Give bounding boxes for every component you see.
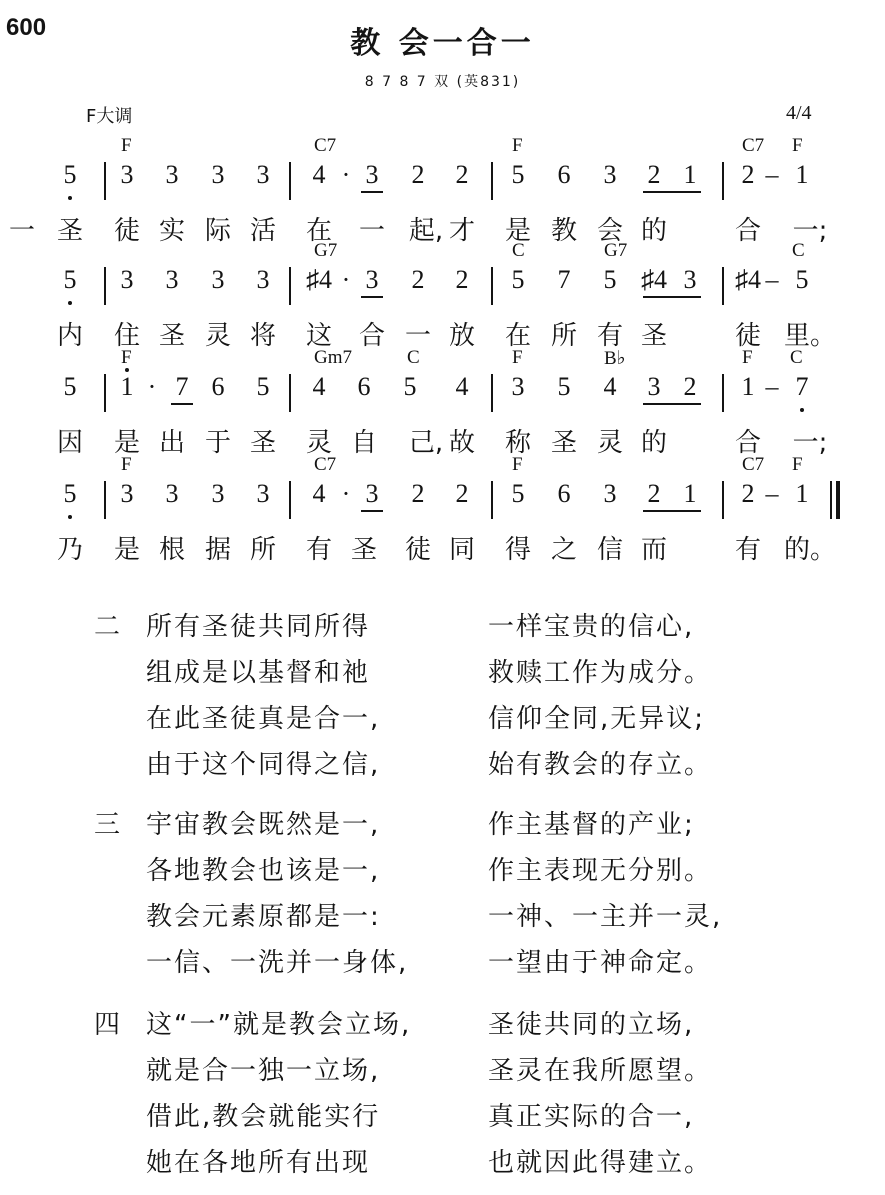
note: ♯4 — [306, 265, 332, 294]
lyric-syllable: 是 — [504, 216, 532, 246]
chord-symbol: F — [792, 135, 803, 156]
note: 2 — [455, 265, 469, 294]
lyric-syllable: 圣 — [158, 321, 186, 351]
note: 3 — [211, 265, 225, 294]
barline — [104, 162, 106, 200]
note: 4 — [312, 372, 326, 401]
note: 1 — [683, 160, 697, 189]
barline — [289, 162, 291, 200]
chord-symbol: B♭ — [604, 348, 626, 369]
verse-line-second-half: 真正实际的合一, — [488, 1102, 695, 1132]
note: 2 — [741, 160, 755, 189]
lyric-syllable: 教 — [550, 216, 578, 246]
lyric-syllable: 徒 — [404, 535, 432, 565]
key-signature: F大调 — [86, 106, 133, 127]
lyric-syllable: 之 — [550, 535, 578, 565]
low-octave-dot — [68, 301, 72, 305]
note: 2 — [741, 479, 755, 508]
note: 2 — [455, 479, 469, 508]
lyric-syllable: 的 — [640, 216, 668, 246]
verse-line-first-half: 就是合一独一立场, — [146, 1056, 381, 1086]
barline — [491, 267, 493, 305]
lyric-syllable: 圣 — [249, 428, 277, 458]
eighth-note-underline — [643, 191, 701, 193]
verse-line-second-half: 圣徒共同的立场, — [488, 1010, 695, 1040]
note: 3 — [603, 160, 617, 189]
note: 5 — [511, 265, 525, 294]
note: 3 — [165, 160, 179, 189]
verse-line-first-half: 教会元素原都是一: — [146, 902, 381, 932]
chord-symbol: C — [792, 240, 805, 261]
chord-symbol: G7 — [604, 240, 628, 261]
note-extension-dash: – — [765, 372, 779, 401]
lyric-syllable: 实 — [158, 216, 186, 246]
note: 6 — [557, 479, 571, 508]
verse-line-second-half: 也就因此得建立。 — [488, 1148, 713, 1178]
barline — [104, 481, 106, 519]
lyric-syllable: 徒 — [113, 216, 141, 246]
verse-line-first-half: 借此,教会就能实行 — [146, 1102, 381, 1132]
barline — [289, 267, 291, 305]
note: 5 — [795, 265, 809, 294]
dotted-note-dot: · — [341, 265, 351, 294]
note: 5 — [403, 372, 417, 401]
verse-line-second-half: 始有教会的存立。 — [488, 750, 713, 780]
note: 1 — [795, 160, 809, 189]
note: 6 — [357, 372, 371, 401]
note: 7 — [175, 372, 189, 401]
note: 4 — [455, 372, 469, 401]
verse-line-first-half: 所有圣徒共同所得 — [146, 612, 371, 642]
lyric-syllable: 徒 — [734, 321, 762, 351]
lyric-syllable: 同 — [448, 535, 476, 565]
lyric-syllable: 据 — [204, 535, 232, 565]
note: 5 — [63, 160, 77, 189]
note: 3 — [256, 160, 270, 189]
chord-symbol: C7 — [742, 135, 765, 156]
chord-symbol: F — [792, 454, 803, 475]
note: 1 — [741, 372, 755, 401]
lyric-syllable: 才 — [448, 216, 476, 246]
verse-line-second-half: 一望由于神命定。 — [488, 948, 713, 978]
note: ♯4 — [735, 265, 761, 294]
note: ♯4 — [641, 265, 667, 294]
verse-line-second-half: 圣灵在我所愿望。 — [488, 1056, 713, 1086]
note: 5 — [256, 372, 270, 401]
verse-number: 四 — [94, 1010, 121, 1040]
note: 5 — [63, 265, 77, 294]
note-extension-dash: – — [765, 160, 779, 189]
note: 2 — [455, 160, 469, 189]
eighth-note-underline — [361, 191, 383, 193]
note: 4 — [603, 372, 617, 401]
lyric-syllable: 际 — [204, 216, 232, 246]
note: 3 — [256, 265, 270, 294]
low-octave-dot — [800, 408, 804, 412]
verse-line-first-half: 组成是以基督和祂 — [146, 658, 371, 688]
chord-symbol: F — [121, 347, 132, 368]
lyric-syllable: 所 — [550, 321, 578, 351]
note: 3 — [256, 479, 270, 508]
lyric-syllable: 活 — [249, 216, 277, 246]
note: 7 — [557, 265, 571, 294]
lyric-syllable: 是 — [113, 428, 141, 458]
lyric-syllable: 的。 — [783, 535, 837, 565]
verse-line-first-half: 在此圣徒真是合一, — [146, 704, 381, 734]
chord-symbol: G7 — [314, 240, 338, 261]
lyric-syllable: 在 — [504, 321, 532, 351]
final-barline — [830, 481, 832, 519]
time-signature: 4/4 — [786, 102, 812, 124]
barline — [722, 374, 724, 412]
note: 5 — [603, 265, 617, 294]
lyric-syllable: 得 — [504, 535, 532, 565]
note: 3 — [603, 479, 617, 508]
lyric-syllable: 合 — [358, 321, 386, 351]
dotted-note-dot: · — [147, 372, 157, 401]
lyric-syllable: 在 — [305, 216, 333, 246]
lyric-syllable: 圣 — [550, 428, 578, 458]
chord-symbol: F — [121, 454, 132, 475]
lyric-syllable: 信 — [596, 535, 624, 565]
chord-symbol: C — [407, 347, 420, 368]
low-octave-dot — [68, 515, 72, 519]
note: 1 — [795, 479, 809, 508]
note: 3 — [120, 265, 134, 294]
barline — [289, 374, 291, 412]
barline — [491, 481, 493, 519]
lyric-syllable: 有 — [734, 535, 762, 565]
lyric-syllable: 因 — [56, 428, 84, 458]
hymn-number: 600 — [6, 14, 47, 41]
barline — [722, 162, 724, 200]
lyric-syllable: 将 — [249, 321, 277, 351]
note: 2 — [411, 160, 425, 189]
barline — [722, 481, 724, 519]
barline — [722, 267, 724, 305]
note: 5 — [511, 160, 525, 189]
note: 4 — [312, 160, 326, 189]
eighth-note-underline — [643, 296, 701, 298]
lyric-syllable: 一; — [792, 216, 828, 246]
lyric-syllable: 是 — [113, 535, 141, 565]
chord-symbol: F — [121, 135, 132, 156]
chord-symbol: Gm7 — [314, 347, 352, 368]
lyric-syllable: 有 — [305, 535, 333, 565]
note: 3 — [211, 160, 225, 189]
chord-symbol: F — [512, 454, 523, 475]
high-octave-dot — [125, 368, 129, 372]
note: 5 — [557, 372, 571, 401]
eighth-note-underline — [361, 296, 383, 298]
lyric-syllable: 一; — [792, 428, 828, 458]
note: 4 — [312, 479, 326, 508]
lyric-syllable: 里。 — [783, 321, 837, 351]
lyric-syllable: 于 — [204, 428, 232, 458]
note: 5 — [63, 479, 77, 508]
dotted-note-dot: · — [341, 160, 351, 189]
note: 1 — [683, 479, 697, 508]
chord-symbol: C — [790, 347, 803, 368]
note: 5 — [511, 479, 525, 508]
verse-line-first-half: 她在各地所有出现 — [146, 1148, 371, 1178]
note-extension-dash: – — [765, 265, 779, 294]
lyric-syllable: 根 — [158, 535, 186, 565]
verse-line-first-half: 由于这个同得之信, — [146, 750, 381, 780]
eighth-note-underline — [643, 403, 701, 405]
note: 3 — [120, 160, 134, 189]
barline — [104, 374, 106, 412]
lyric-syllable: 合 — [734, 216, 762, 246]
note: 1 — [120, 372, 134, 401]
lyric-syllable: 一 — [8, 216, 36, 246]
lyric-syllable: 自 — [350, 428, 378, 458]
barline — [491, 374, 493, 412]
dotted-note-dot: · — [341, 479, 351, 508]
note: 3 — [165, 265, 179, 294]
note: 7 — [795, 372, 809, 401]
note: 5 — [63, 372, 77, 401]
barline — [104, 267, 106, 305]
chord-symbol: C7 — [742, 454, 765, 475]
chord-symbol: F — [512, 347, 523, 368]
lyric-syllable: 所 — [249, 535, 277, 565]
chord-symbol: F — [512, 135, 523, 156]
verse-line-second-half: 一神、一主并一灵, — [488, 902, 723, 932]
verse-line-second-half: 救赎工作为成分。 — [488, 658, 713, 688]
note: 3 — [683, 265, 697, 294]
verse-number: 三 — [94, 810, 121, 840]
chord-symbol: F — [742, 347, 753, 368]
verse-line-second-half: 作主表现无分别。 — [488, 856, 713, 886]
note: 3 — [511, 372, 525, 401]
note: 3 — [647, 372, 661, 401]
lyric-syllable: 称 — [504, 428, 532, 458]
note: 6 — [557, 160, 571, 189]
hymn-title: 教 会一合一 — [350, 26, 535, 61]
note: 3 — [365, 160, 379, 189]
lyric-syllable: 灵 — [305, 428, 333, 458]
eighth-note-underline — [171, 403, 193, 405]
lyric-syllable: 故 — [448, 428, 476, 458]
note: 2 — [411, 265, 425, 294]
note: 3 — [165, 479, 179, 508]
verse-line-first-half: 一信、一洗并一身体, — [146, 948, 409, 978]
lyric-syllable: 会 — [596, 216, 624, 246]
lyric-syllable: 内 — [56, 321, 84, 351]
verse-line-first-half: 各地教会也该是一, — [146, 856, 381, 886]
eighth-note-underline — [643, 510, 701, 512]
lyric-syllable: 乃 — [56, 535, 84, 565]
eighth-note-underline — [361, 510, 383, 512]
note: 2 — [683, 372, 697, 401]
barline — [491, 162, 493, 200]
verse-line-second-half: 作主基督的产业; — [488, 810, 695, 840]
chord-symbol: C — [512, 240, 525, 261]
lyric-syllable: 合 — [734, 428, 762, 458]
chord-symbol: C7 — [314, 135, 337, 156]
lyric-syllable: 己, — [408, 428, 444, 458]
lyric-syllable: 圣 — [56, 216, 84, 246]
verse-line-second-half: 一样宝贵的信心, — [488, 612, 695, 642]
note: 2 — [647, 160, 661, 189]
lyric-syllable: 灵 — [204, 321, 232, 351]
lyric-syllable: 圣 — [350, 535, 378, 565]
barline — [289, 481, 291, 519]
note: 3 — [365, 479, 379, 508]
note: 3 — [211, 479, 225, 508]
lyric-syllable: 出 — [158, 428, 186, 458]
note: 3 — [365, 265, 379, 294]
final-barline — [836, 481, 840, 519]
lyric-syllable: 起, — [408, 216, 444, 246]
verse-line-first-half: 这“一”就是教会立场, — [146, 1010, 412, 1040]
lyric-syllable: 有 — [596, 321, 624, 351]
lyric-syllable: 的 — [640, 428, 668, 458]
low-octave-dot — [68, 196, 72, 200]
lyric-syllable: 圣 — [640, 321, 668, 351]
note: 6 — [211, 372, 225, 401]
note-extension-dash: – — [765, 479, 779, 508]
lyric-syllable: 放 — [448, 321, 476, 351]
lyric-syllable: 这 — [305, 321, 333, 351]
lyric-syllable: 灵 — [596, 428, 624, 458]
chord-symbol: C7 — [314, 454, 337, 475]
hymn-meter: 8 7 8 7 双 (英831) — [364, 74, 521, 90]
note: 2 — [411, 479, 425, 508]
verse-line-first-half: 宇宙教会既然是一, — [146, 810, 381, 840]
lyric-syllable: 住 — [113, 321, 141, 351]
note: 3 — [120, 479, 134, 508]
note: 2 — [647, 479, 661, 508]
lyric-syllable: 一 — [404, 321, 432, 351]
lyric-syllable: 一 — [358, 216, 386, 246]
verse-number: 二 — [94, 612, 121, 642]
lyric-syllable: 而 — [640, 535, 668, 565]
verse-line-second-half: 信仰全同,无异议; — [488, 704, 706, 734]
